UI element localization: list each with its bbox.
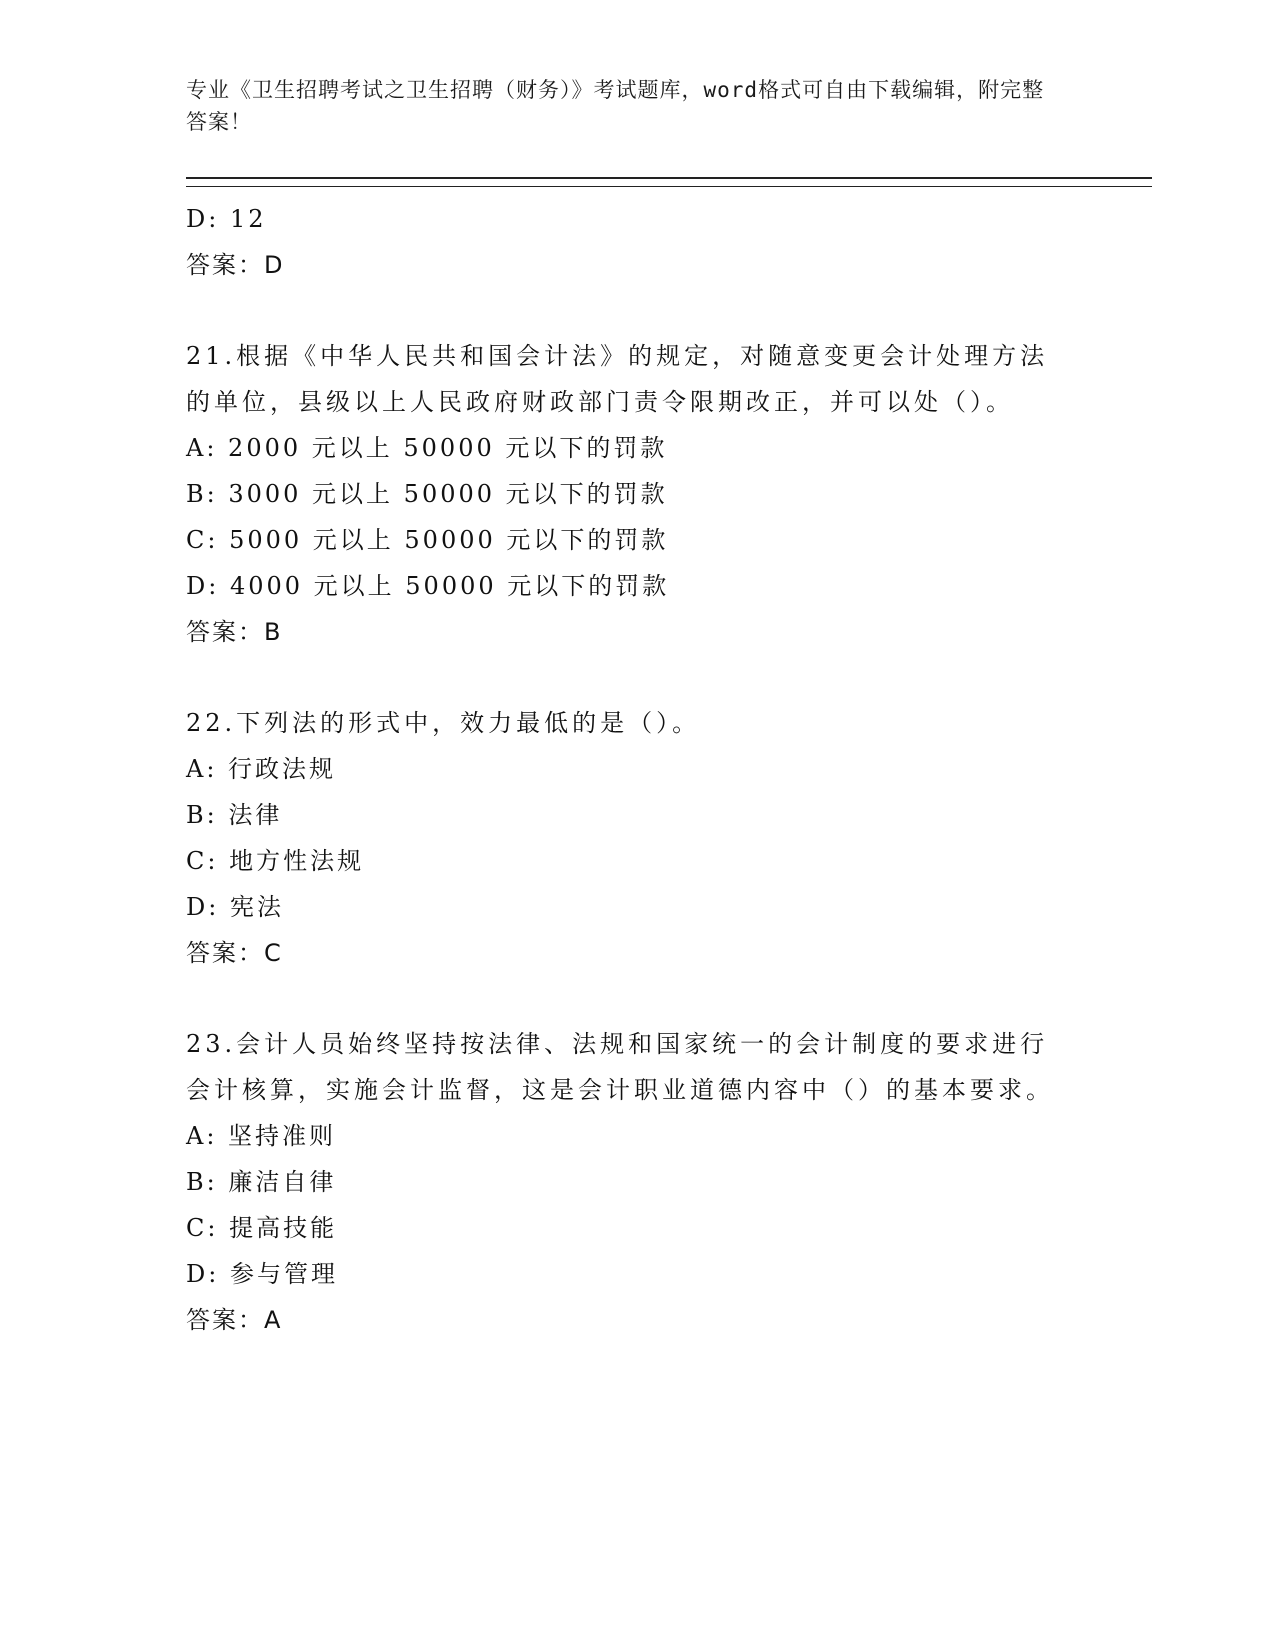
question-21 (186, 333, 1076, 655)
option-a: A: 2000 元以上 50000 元以下的罚款 (186, 434, 668, 462)
header-divider (186, 177, 1152, 187)
document-body (186, 196, 1076, 1343)
option-d: D: 宪法 (186, 893, 284, 921)
answer: 答案：A (186, 1306, 283, 1334)
answer: 答案：C (186, 939, 283, 967)
carryover-block (186, 196, 1076, 288)
option-b: B: 3000 元以上 50000 元以下的罚款 (186, 480, 668, 508)
option-b: B: 廉洁自律 (186, 1168, 337, 1196)
option-b: B: 法律 (186, 801, 283, 829)
answer: 答案：B (186, 618, 283, 646)
option-d: D: 4000 元以上 50000 元以下的罚款 (186, 572, 670, 600)
option-c: C: 5000 元以上 50000 元以下的罚款 (186, 526, 669, 554)
question-text: 23.会计人员始终坚持按法律、法规和国家统一的会计制度的要求进行会计核算，实施会计监督，这是会计职业道德内容中（）的基本要求。 (186, 1030, 1054, 1104)
option-c: C: 地方性法规 (186, 847, 365, 875)
question-23 (186, 1021, 1076, 1343)
option-d: D: 参与管理 (186, 1260, 338, 1288)
question-text: 22.下列法的形式中，效力最低的是（）。 (186, 709, 701, 737)
page-header (186, 74, 1056, 138)
header-text: 专业《卫生招聘考试之卫生招聘（财务）》考试题库，word格式可自由下载编辑，附完整答案！ (186, 78, 1045, 134)
option-a: A: 行政法规 (186, 755, 337, 783)
option-d: D: 12 (186, 205, 267, 233)
answer: 答案：D (186, 251, 285, 279)
question-text: 21.根据《中华人民共和国会计法》的规定，对随意变更会计处理方法的单位，县级以上人民政府财政部门责令限期改正，并可以处（）。 (186, 342, 1049, 416)
option-c: C: 提高技能 (186, 1214, 338, 1242)
option-a: A: 坚持准则 (186, 1122, 337, 1150)
question-22 (186, 700, 1076, 976)
